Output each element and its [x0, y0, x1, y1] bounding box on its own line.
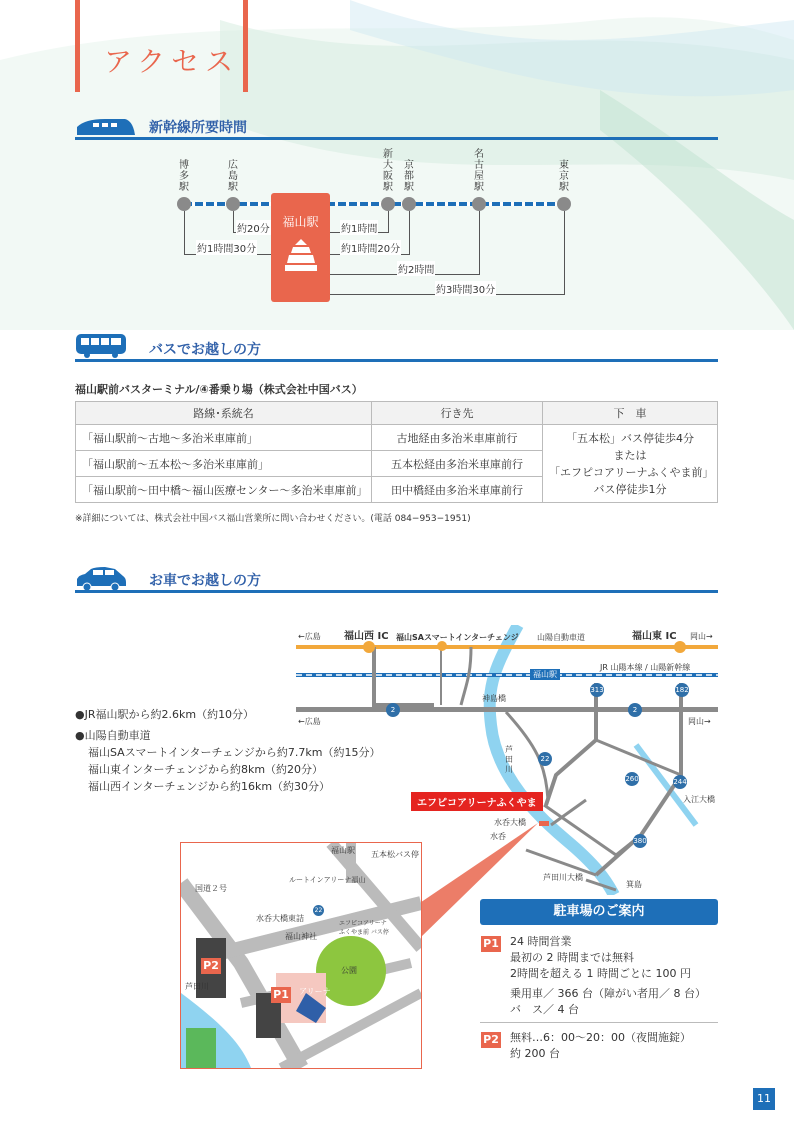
station-dot: [402, 197, 416, 211]
map-label-ashidagawa-bridge: 芦田川大橋: [543, 873, 583, 882]
route-shield-2: 2: [386, 703, 400, 717]
station-label-shin-osaka: 新大阪駅: [383, 149, 393, 193]
map-label-fukuyama-nishi: 福山西 IC: [344, 631, 389, 642]
route-shield-260: 260: [625, 772, 639, 786]
car-info-2: ●山陽自動車道: [75, 729, 151, 742]
bus-section-header: [75, 337, 718, 377]
parking-p1-line: 最初の 2 時間までは無料: [510, 951, 634, 964]
station-label-hiroshima: 広島駅: [228, 160, 238, 193]
bus-table: [75, 401, 718, 503]
time-shin-osaka: 約1時間: [340, 220, 378, 235]
station-dot: [557, 197, 571, 211]
shinkansen-section-header: [75, 115, 718, 155]
table-row: [76, 425, 718, 451]
detail-label-suiko-east: 水呑大橋東詰: [256, 914, 304, 923]
bus-route-cell: 「福山駅前～古地～多治米車庫前」: [76, 425, 372, 451]
map-label-jinde-bridge: 神島橋: [482, 694, 506, 703]
map-label-hiroshima-bottom: ←広島: [298, 717, 321, 726]
map-label-suiko: 水呑: [490, 832, 506, 841]
map-label-irie-bridge: 入江大橋: [683, 795, 715, 804]
bus-note: ※詳細については、株式会社中国バス福山営業所に問い合わせください。(電話 084−953−1951): [75, 514, 471, 524]
parking-p1-tag: P1: [481, 936, 501, 952]
car-icon: [75, 566, 127, 592]
route-shield-313: 313: [590, 683, 604, 697]
map-label-arena: エフピコアリーナふくやま: [411, 792, 543, 811]
station-dot: [226, 197, 240, 211]
bus-heading: バスでお越しの方: [149, 342, 261, 358]
route-shield-244: 244: [673, 775, 687, 789]
map-label-jr-line: JR 山陽本線 / 山陽新幹線: [600, 663, 691, 672]
car-info-1: ●JR福山駅から約2.6km（約10分）: [75, 708, 255, 721]
time-kyoto: 約1時間20分: [340, 240, 401, 255]
station-label-tokyo: 東京駅: [559, 160, 569, 193]
route-shield-22: 22: [538, 752, 552, 766]
parking-heading: 駐車場のご案内: [480, 899, 718, 925]
detail-label-ashida: 芦田川: [185, 982, 209, 991]
bus-icon: [75, 333, 127, 359]
map-label-minoshima: 箕島: [626, 880, 642, 889]
detail-route-shield-22: 22: [314, 907, 323, 914]
parking-p1-line: 2時間を超える 1 時間ごとに 100 円: [510, 967, 691, 980]
shinkansen-heading: 新幹線所要時間: [149, 120, 247, 136]
car-info-5: 福山西インターチェンジから約16km（約30分）: [88, 780, 331, 793]
parking-p1-line: 乗用車／ 366 台（障がい者用／ 8 台）: [510, 987, 706, 1000]
detail-p2-marker: P2: [201, 958, 221, 974]
station-label-kyoto: 京都駅: [404, 160, 414, 193]
getoff-line: 「五本松」バス停徒歩4分: [566, 431, 694, 445]
route-shield-182: 182: [675, 683, 689, 697]
route-shield-2: 2: [628, 703, 642, 717]
page-number: 11: [753, 1088, 775, 1110]
detail-label-route-inn: ルートインアリーナ福山: [289, 876, 366, 884]
detail-label-fukuyama-shrine: 福山神社: [285, 932, 317, 941]
castle-icon: [281, 237, 321, 273]
route-shield-380: 380: [633, 834, 647, 848]
station-label-nagoya: 名古屋駅: [474, 149, 484, 193]
parking-p1-line: バ ス／ 4 台: [510, 1003, 579, 1016]
bus-subtitle: 福山駅前バスターミナル/④番乗り場（株式会社中国バス）: [75, 383, 363, 396]
bus-getoff-cell: [543, 425, 718, 503]
parking-p2-tag: P2: [481, 1032, 501, 1048]
map-label-okayama-top: 岡山→: [690, 632, 713, 641]
bus-header-route: 路線･系統名: [76, 402, 372, 425]
map-label-fukuyama-station: 福山駅: [530, 669, 560, 680]
detail-p1-marker: P1: [271, 987, 291, 1003]
detail-label-route2: 国道２号: [195, 884, 227, 893]
time-nagoya: 約2時間: [397, 261, 435, 276]
station-dot: [472, 197, 486, 211]
map-label-hiroshima-top: ←広島: [298, 632, 321, 641]
map-label-ashida-river: 芦田川: [505, 745, 513, 774]
detail-label-fukuyama-station: 福山駅: [331, 846, 355, 855]
station-dot: [177, 197, 191, 211]
map-label-okayama-bottom: 岡山→: [688, 717, 711, 726]
bus-route-cell: 「福山駅前～田中橋～福山医療センター～多治米車庫前」: [76, 477, 372, 503]
bus-dest-cell: 五本松経由多治米車庫前行: [372, 451, 543, 477]
car-info-3: 福山SAスマートインターチェンジから約7.7km（約15分）: [88, 746, 381, 759]
time-tokyo: 約3時間30分: [435, 281, 496, 296]
parking-p1-line: 24 時間営業: [510, 935, 572, 948]
car-heading: お車でお越しの方: [149, 573, 261, 589]
car-info-4: 福山東インターチェンジから約8km（約20分）: [88, 763, 324, 776]
shinkansen-track: [184, 202, 564, 206]
map-label-sanyo-expressway: 山陽自動車道: [537, 633, 585, 642]
detail-label-park: 公園: [341, 966, 357, 975]
time-hiroshima: 約20分: [236, 220, 271, 235]
parking-p2-line: 無料…6：00～20：00（夜間施錠）: [510, 1031, 691, 1044]
map-label-fukuyama-higashi: 福山東 IC: [632, 631, 677, 642]
car-section-header: [75, 568, 718, 608]
parking-p2-line: 約 200 台: [510, 1047, 560, 1060]
map-label-suiko-bridge: 水呑大橋: [494, 818, 526, 827]
station-dot: [381, 197, 395, 211]
shinkansen-icon: [75, 117, 135, 137]
ic-marker: [363, 641, 375, 653]
detail-map: [180, 842, 422, 1069]
time-hakata: 約1時間30分: [196, 240, 257, 255]
detail-label-arena-stop: エフピコアリーナふくやま前 バス停: [339, 920, 389, 936]
bus-dest-cell: 田中橋経由多治米車庫前行: [372, 477, 543, 503]
fukuyama-station-box: [271, 193, 330, 302]
fukuyama-station-label: 福山駅: [282, 215, 319, 229]
getoff-line: 「エフピコアリーナふくやま前」: [549, 465, 714, 479]
bus-header-dest: 行き先: [372, 402, 543, 425]
detail-label-gohonmatsu-stop: 五本松バス停: [371, 850, 419, 859]
bus-route-cell: 「福山駅前～五本松～多治米車庫前」: [76, 451, 372, 477]
ic-marker: [674, 641, 686, 653]
station-label-hakata: 博多駅: [179, 160, 189, 193]
page-title: アクセス: [104, 45, 240, 78]
bus-dest-cell: 古地経由多治米車庫前行: [372, 425, 543, 451]
bus-header-getoff: 下 車: [543, 402, 718, 425]
map-label-sa-smart: 福山SAスマートインターチェンジ: [396, 633, 519, 642]
parking-divider: [480, 1022, 718, 1023]
detail-label-arena: アリーナ: [299, 987, 331, 996]
getoff-line: バス停徒歩1分: [593, 482, 667, 496]
getoff-line: または: [613, 448, 647, 462]
